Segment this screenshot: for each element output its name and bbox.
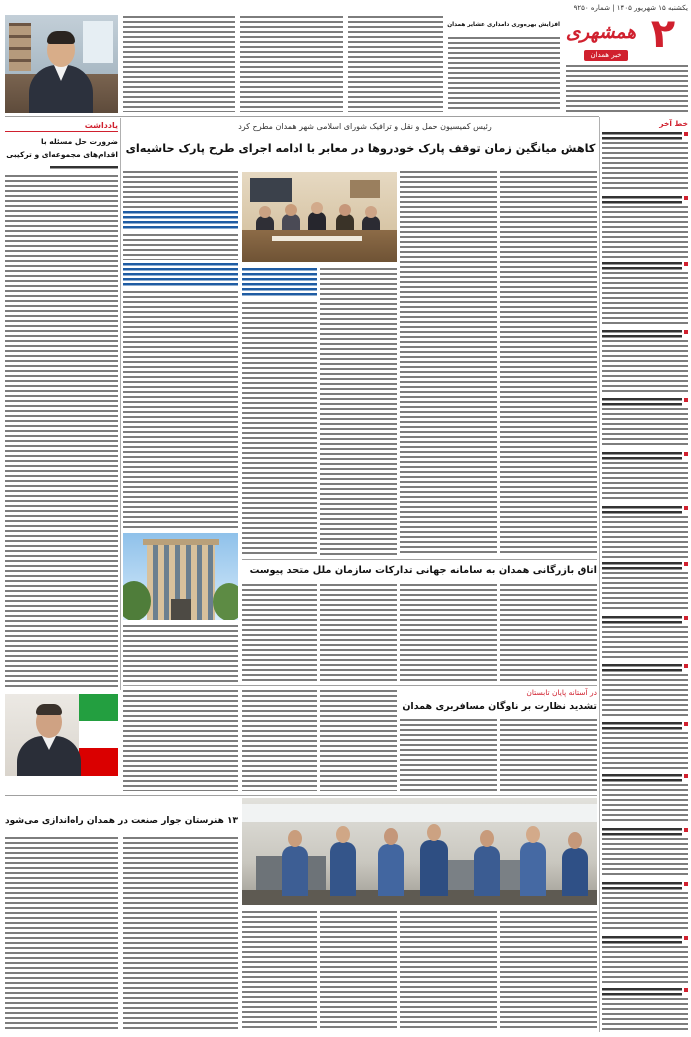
sidebar-item-lead [602, 988, 682, 998]
transport-body-column-5 [123, 690, 238, 791]
official-with-flag-photo [5, 694, 118, 776]
photo-figure-head [288, 830, 302, 847]
chamber-body-column-4 [242, 584, 317, 682]
photo-figure-head [384, 828, 398, 845]
photo-figure-body [330, 842, 356, 896]
sidebar-item-text [602, 998, 688, 1030]
sidebar-item-lead [602, 330, 682, 340]
sidebar-bullet-icon [684, 398, 688, 402]
council-meeting-photo [242, 172, 397, 262]
photo-window-strip [242, 804, 597, 822]
photo-figure-head [339, 204, 351, 216]
section-divider-top [5, 116, 599, 117]
sidebar-item-lead [602, 262, 682, 272]
schools-body-column-1 [123, 837, 238, 1030]
photo-bookshelf [9, 23, 31, 71]
schools-body-column-5 [320, 911, 397, 1030]
parking-body-column-4 [242, 302, 317, 556]
sidebar-bullet-icon [684, 988, 688, 992]
sidebar-bullet-icon [684, 132, 688, 136]
sidebar-bullet-icon [684, 262, 688, 266]
sidebar-item-lead [602, 506, 682, 516]
photo-figure-head [336, 826, 350, 843]
schools-body-column-2 [5, 837, 118, 1030]
photo-figure-body [562, 848, 588, 896]
schools-body-column-6 [242, 911, 317, 1030]
transport-body-column-3 [320, 690, 397, 791]
chamber-body-column-1 [500, 584, 597, 682]
photo-window [83, 21, 113, 63]
sidebar-item-text [602, 572, 688, 612]
parking-pull-quote [242, 268, 317, 298]
sidebar-label: خط آخر [659, 119, 688, 128]
photo-figure-body [308, 212, 326, 232]
sidebar-item-lead [602, 664, 682, 674]
note-title: ضرورت حل مسئله با اقدام‌های مجموعه‌ای و ترکیبی [6, 137, 118, 159]
sidebar-bullet-icon [684, 330, 688, 334]
sidebar-bullet-icon [684, 828, 688, 832]
sidebar-bullet-icon [684, 562, 688, 566]
parking-body-column-5 [123, 171, 238, 209]
photo-building-entrance [171, 599, 191, 620]
photo-figure-head [285, 204, 297, 216]
newspaper-logo: همشهری [566, 22, 636, 43]
sidebar-bullet-icon [684, 506, 688, 510]
photo-figure-head [526, 826, 540, 843]
note-column-divider [120, 118, 121, 690]
sidebar-item-text [602, 516, 688, 558]
sidebar-item-lead [602, 132, 682, 142]
nomads-body-column-4 [240, 16, 343, 112]
transport-kicker: در آستانه پایان تابستان [526, 688, 597, 697]
photo-person-hair [47, 31, 75, 44]
sidebar-item-lead [602, 562, 682, 572]
photo-meeting-table [242, 230, 397, 262]
photo-tree [213, 583, 238, 620]
page-number: ۲ [650, 11, 676, 57]
photo-figure-head [568, 832, 582, 849]
workshop-students-photo [242, 798, 597, 905]
sidebar-item-text [602, 892, 688, 932]
sidebar-item-lead [602, 882, 682, 892]
parking-body-column-1 [500, 171, 597, 556]
section-divider [242, 559, 597, 560]
transport-headline: تشدید نظارت بر ناوگان مسافربری همدان [402, 701, 597, 712]
sidebar-item-lead [602, 828, 682, 838]
sidebar-item-text [602, 272, 688, 326]
section-divider [123, 685, 597, 686]
chamber-body-column-5 [123, 625, 238, 682]
sidebar-item-lead [602, 398, 682, 408]
transport-body-column-4 [242, 690, 317, 791]
sidebar-item-text [602, 408, 688, 448]
note-label-underline [5, 131, 118, 132]
photo-figure-body [520, 842, 546, 896]
parking-headline: کاهش میانگین زمان توقف پارک خودروها در معابر با ادامه اجرای طرح پارک حاشیه‌ای [125, 142, 596, 155]
photo-building-cornice [143, 539, 219, 545]
photo-wall-frame [350, 180, 380, 198]
schools-headline: ۱۳ هنرستان جوار صنعت در همدان راه‌اندازی می‌شود [5, 816, 238, 826]
parking-subhead [123, 263, 238, 288]
sidebar-bullet-icon [684, 664, 688, 668]
schools-body-column-3 [500, 911, 597, 1030]
parking-body-column-2 [400, 171, 497, 556]
sidebar-divider [599, 117, 600, 1032]
sidebar-item-text [602, 626, 688, 660]
nomads-body-column-3 [348, 16, 443, 112]
schools-body-column-4 [400, 911, 497, 1030]
sidebar-bullet-icon [684, 774, 688, 778]
transport-body-column-2 [400, 719, 497, 791]
sidebar-bullet-icon [684, 936, 688, 940]
sidebar-item-text [602, 142, 688, 192]
chamber-headline: اتاق بازرگانی همدان به سامانه جهانی تدارکات سازمان ملل متحد پیوست [249, 565, 597, 576]
sidebar-bullet-icon [684, 722, 688, 726]
note-author [50, 166, 118, 170]
nomads-headline: افزایش بهره‌وری دامداری عشایر همدان [447, 22, 560, 28]
parking-body-column-5 [123, 291, 238, 529]
sidebar-item-text [602, 732, 688, 770]
note-body [5, 175, 118, 687]
photo-table-papers [272, 236, 362, 241]
sidebar-item-lead [602, 722, 682, 732]
photo-figure-head [427, 824, 441, 841]
sidebar-item-text [602, 206, 688, 258]
sidebar-item-lead [602, 196, 682, 206]
sidebar-item-lead [602, 452, 682, 462]
parking-body-column-5 [123, 234, 238, 260]
photo-flag [79, 694, 118, 776]
transport-body-column-1 [500, 719, 597, 791]
section-label: خبر همدان [584, 50, 628, 61]
photo-figure-body [474, 846, 500, 896]
sidebar-item-lead [602, 774, 682, 784]
nomads-body-column-2 [448, 37, 560, 112]
photo-figure-head [365, 206, 377, 218]
official-portrait-photo [5, 15, 118, 113]
sidebar-item-text [602, 674, 688, 718]
note-label: یادداشت [84, 121, 118, 130]
sidebar-bullet-icon [684, 616, 688, 620]
sidebar-item-text [602, 462, 688, 502]
parking-subhead [123, 211, 238, 231]
sidebar-item-lead [602, 936, 682, 946]
photo-figure-head [480, 830, 494, 847]
sidebar-bullet-icon [684, 452, 688, 456]
sidebar-bullet-icon [684, 882, 688, 886]
photo-wall-screen [250, 178, 292, 202]
sidebar-bullet-icon [684, 196, 688, 200]
photo-figure-head [311, 202, 323, 214]
photo-tree [123, 581, 151, 620]
sidebar-item-text [602, 340, 688, 394]
parking-body-column-3 [320, 268, 397, 556]
sidebar-item-text [602, 838, 688, 878]
photo-figure-body [378, 844, 404, 896]
sidebar-item-lead [602, 616, 682, 626]
chamber-body-column-2 [400, 584, 497, 682]
nomads-body-column-1 [566, 65, 688, 112]
top-body-column-5 [123, 16, 235, 112]
chamber-body-column-3 [320, 584, 397, 682]
chamber-building-photo [123, 533, 238, 620]
photo-figure-head [259, 206, 271, 218]
section-divider [5, 795, 597, 796]
photo-figure-body [282, 846, 308, 896]
sidebar-item-text [602, 946, 688, 984]
photo-figure-body [420, 840, 448, 896]
issue-date-line: یکشنبه ۱۵ شهریور ۱۴۰۵ | شماره ۹۲۵۰ [573, 4, 688, 12]
photo-person-hair [36, 704, 62, 715]
sidebar-item-text [602, 784, 688, 824]
parking-kicker: رئیس کمیسیون حمل و نقل و ترافیک شورای اسلامی شهر همدان مطرح کرد [238, 122, 492, 131]
